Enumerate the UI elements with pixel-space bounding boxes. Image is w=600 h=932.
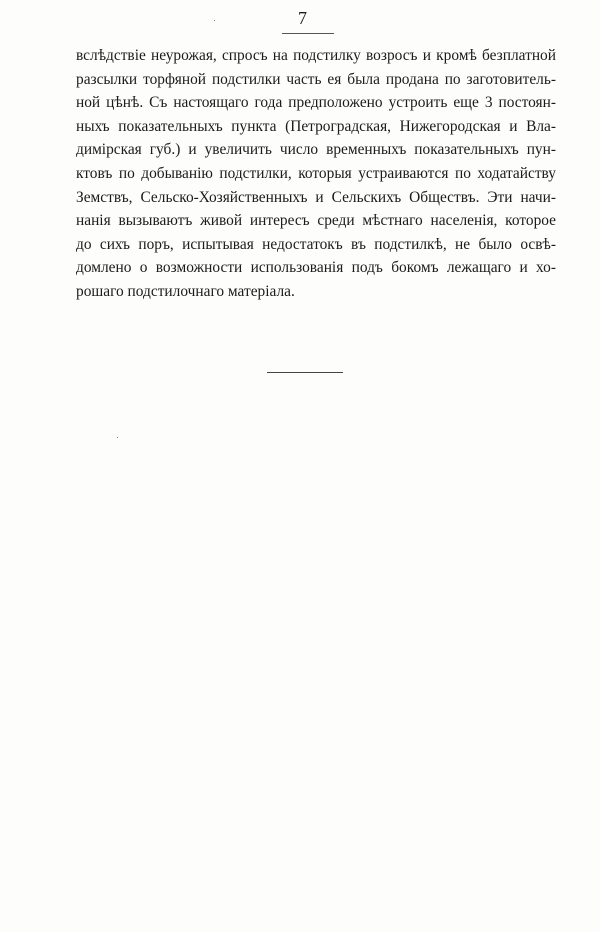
text-line: домлено о возможности использованія подъ бокомъ лежащаго и хо-	[76, 259, 556, 277]
print-speck	[214, 20, 215, 21]
text-line: до сихъ поръ, испытывая недостатокъ въ подстилкѣ, не было освѣ-	[76, 235, 556, 253]
text-line: нанія вызываютъ живой интересъ среди мѣстнаго населенія, которое	[76, 212, 556, 230]
text-line: разсылки торфяной подстилки часть ея была продана по заготовитель-	[76, 70, 556, 88]
text-line: ныхъ показательныхъ пункта (Петроградская, Нижегородская и Вла-	[76, 117, 556, 135]
text-line: ной цѣнѣ. Съ настоящаго года предположено устроить еще 3 постоян-	[76, 94, 556, 112]
text-line: Земствъ, Сельско-Хозяйственныхъ и Сельскихъ Обществъ. Эти начи-	[76, 188, 556, 206]
text-line: вслѣдствіе неурожая, спросъ на подстилку возросъ и кромѣ безплатной	[76, 47, 556, 64]
text-line-last: рошаго подстилочнаго матеріала.	[76, 282, 295, 300]
section-end-rule	[267, 372, 343, 373]
text-line: димірская губ.) и увеличить число временныхъ показательныхъ пун-	[76, 141, 556, 159]
page-number: 7	[298, 8, 307, 28]
page-number-underline	[282, 33, 334, 34]
print-speck	[117, 437, 118, 438]
text-line: ктовъ по добыванію подстилки, которыя устраиваются по ходатайству	[76, 164, 556, 182]
body-paragraph	[76, 44, 556, 304]
